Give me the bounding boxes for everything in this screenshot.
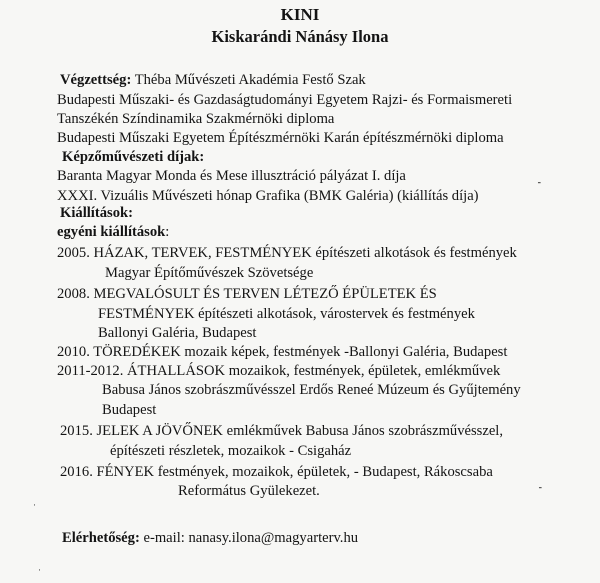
exhibition-2011-line-1: 2011-2012. ÁTHALLÁSOK mozaikok, festmények, épületek, emlékművek bbox=[57, 363, 501, 379]
exhibition-2015-line-1: 2015. JELEK A JÖVŐNEK emlékművek Babusa János szobrászművésszel, bbox=[60, 423, 504, 439]
education-label: Végzettség bbox=[60, 72, 127, 88]
scan-speck: ⁃ bbox=[538, 483, 543, 493]
contact-line: Elérhetőség: e-mail: nanasy.ilona@magyarterv.hu bbox=[62, 530, 359, 546]
education-line-1: Végzettség: Thébа Művészeti Akadémia Festő Szak bbox=[60, 72, 366, 88]
exhibitions-heading: Kiállítások bbox=[60, 205, 129, 221]
award-entry-1: Baranta Magyar Monda és Mese illusztráció pályázat I. díja bbox=[57, 168, 406, 184]
exhibition-2005-line-1: 2005. HÁZAK, TERVEK, FESTMÉNYEK építészeti alkotások és festmények bbox=[57, 245, 517, 261]
exhibition-2016-line-2: Református Gyülekezet. bbox=[178, 483, 320, 499]
name-line-1: KINI bbox=[280, 5, 320, 24]
scan-speck: · bbox=[38, 565, 41, 575]
contact-email: e-mail: nanasy.ilona@magyarterv.hu bbox=[143, 530, 359, 546]
awards-heading: Képzőművészeti díjak bbox=[62, 149, 200, 165]
education-entry-4: Budapesti Műszaki Egyetem Építészmérnöki Karán építészmérnöki diploma bbox=[57, 130, 504, 146]
award-entry-2: XXXI. Vizuális Művészeti hónap Grafika (BMK Galéria) (kiállítás díja) bbox=[57, 188, 479, 204]
awards-heading-line: Képzőművészeti díjak: bbox=[62, 149, 205, 165]
exhibition-2010-line-1: 2010. TÖREDÉKEK mozaik képek, festmények -Ballonyi Galéria, Budapest bbox=[57, 344, 508, 360]
contact-label: Elérhetőség bbox=[62, 530, 135, 546]
solo-heading: egyéni kiállítások bbox=[57, 224, 166, 240]
exhibition-2008-line-3: Ballonyi Galéria, Budapest bbox=[98, 325, 257, 341]
scan-speck: ⁃ bbox=[537, 178, 542, 188]
exhibitions-heading-line: Kiállítások: bbox=[60, 205, 133, 221]
scan-speck: · bbox=[33, 500, 36, 510]
exhibition-2008-line-1: 2008. MEGVALÓSULT ÉS TERVEN LÉTEZŐ ÉPÜLETEK ÉS bbox=[57, 286, 437, 302]
exhibition-2011-line-2: Babusa János szobrászművésszel Erdős Reneé Múzeum és Gyűjtemény bbox=[102, 382, 521, 398]
exhibition-2011-line-3: Budapest bbox=[102, 402, 157, 418]
education-entry-3: Tanszékén Színdinamika Szakmérnöki diploma bbox=[57, 111, 335, 127]
exhibition-2016-line-1: 2016. FÉNYEK festmények, mozaikok, épületek, - Budapest, Rákoscsaba bbox=[60, 464, 493, 480]
exhibition-2015-line-2: építészeti részletek, mozaikok - Csigaház bbox=[110, 443, 352, 459]
exhibition-2005-line-2: Magyar Építőművészek Szövetsége bbox=[105, 265, 314, 281]
exhibition-2008-line-2: FESTMÉNYEK építészeti alkotások, várostervek és festmények bbox=[98, 306, 475, 322]
education-entry-1: Thébа Művészeti Akadémia Festő Szak bbox=[134, 72, 366, 88]
name-line-2: Kiskarándi Nánásy Ilona bbox=[211, 27, 389, 46]
education-entry-2: Budapesti Műszaki- és Gazdaságtudományi Egyetem Rajzi- és Formaismereti bbox=[57, 92, 513, 108]
solo-heading-line: egyéni kiállítások: bbox=[57, 224, 170, 240]
